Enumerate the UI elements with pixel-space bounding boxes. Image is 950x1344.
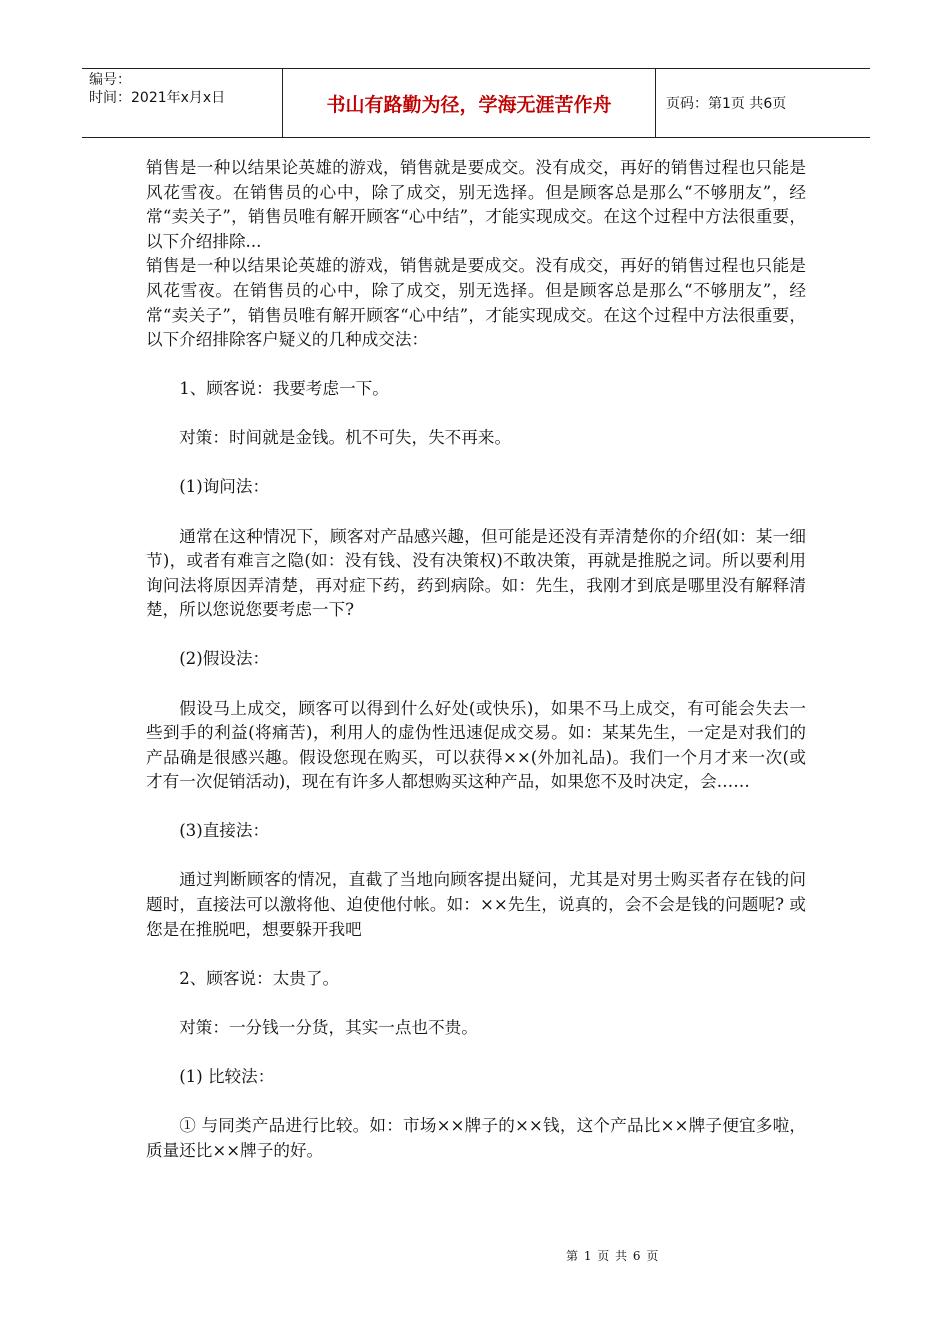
header-motto: 书山有路勤为径，学海无涯苦作舟 bbox=[283, 69, 656, 137]
method-3-title: (3)直接法： bbox=[179, 821, 270, 841]
method-4-title: (1) 比较法： bbox=[179, 1066, 275, 1086]
header-page-number: 页码：第1页 共6页 bbox=[666, 96, 787, 112]
serial-label: 编号： bbox=[89, 72, 131, 88]
header-meta bbox=[82, 69, 283, 137]
page-header bbox=[82, 68, 870, 138]
method-1-title: (1)询问法： bbox=[179, 477, 270, 497]
method-2-text: 假设马上成交，顾客可以得到什么好处(或快乐)，如果不马上成交，有可能会失去一些到手的利益(将痛苦)，利用人的虚伪性迅速促成交易。如：某某先生，一定是对我们的产品确是很感兴趣。假设您现在购买，可以获得××(外加礼品)。我们一个月才来一次(或才有一次促销活动)，现在有许多人都想购买这种产品，如果您不及时决定，会…… bbox=[146, 698, 806, 792]
date-label: 时间：2021年x月x日 bbox=[89, 90, 226, 106]
strategy-2: 对策：一分钱一分货，其实一点也不贵。 bbox=[179, 1017, 478, 1037]
strategy-1: 对策：时间就是金钱。机不可失，失不再来。 bbox=[179, 428, 512, 448]
page-footer: 第 1 页 共 6 页 bbox=[566, 1249, 660, 1263]
method-1-text: 通常在这种情况下，顾客对产品感兴趣，但可能是还没有弄清楚你的介绍(如：某一细节)，或者有难言之隐(如：没有钱、没有决策权)不敢决策，再就是推脱之词。所以要利用询问法将原因弄清楚，再对症下药，药到病除。如：先生，我刚才到底是哪里没有解释清楚，所以您说您要考虑一下? bbox=[146, 526, 806, 620]
method-4-text: ① 与同类产品进行比较。如：市场××牌子的××钱，这个产品比××牌子便宜多啦，质量还比××牌子的好。 bbox=[146, 1116, 806, 1160]
intro-preview-paragraph: 销售是一种以结果论英雄的游戏，销售就是要成交。没有成交，再好的销售过程也只能是风花雪夜。在销售员的心中，除了成交，别无选择。但是顾客总是那么“不够朋友”，经常“卖关子”，销售员唯有解开顾客“心中结”，才能实现成交。在这个过程中方法很重要，以下介绍排除... bbox=[146, 158, 806, 251]
document-body bbox=[146, 156, 806, 1163]
intro-full-paragraph: 销售是一种以结果论英雄的游戏，销售就是要成交。没有成交，再好的销售过程也只能是风花雪夜。在销售员的心中，除了成交，别无选择。但是顾客总是那么“不够朋友”，经常“卖关子”，销售员唯有解开顾客“心中结”，才能实现成交。在这个过程中方法很重要，以下介绍排除客户疑义的几种成交法： bbox=[146, 256, 806, 350]
question-2: 2、顾客说：太贵了。 bbox=[179, 968, 340, 988]
question-1: 1、顾客说：我要考虑一下。 bbox=[179, 379, 389, 399]
method-3-text: 通过判断顾客的情况，直截了当地向顾客提出疑问，尤其是对男士购买者存在钱的问题时，直接法可以激将他、迫使他付帐。如：××先生，说真的，会不会是钱的问题呢? 或您是在推脱吧，想要躲开我吧 bbox=[146, 870, 806, 939]
method-2-title: (2)假设法： bbox=[179, 649, 270, 669]
